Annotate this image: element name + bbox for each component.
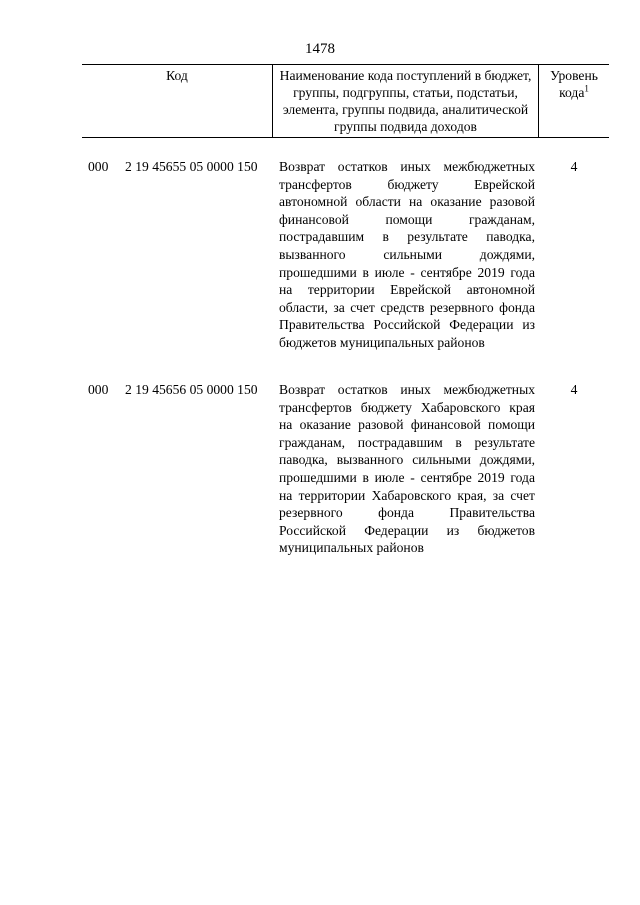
header-level [539,65,609,137]
row-level: 4 [570,382,578,397]
row-admin-code: 000 [88,382,109,397]
header-level-label: Уровень кода [550,68,598,100]
table-header [82,64,609,138]
row-level: 4 [570,159,578,174]
row-name: Возврат остатков иных межбюджетных трансфертов бюджету Еврейской автономной области на оказание разовой финансовой помощи гражданам, пострадавшим в результате паводка, вызванного сильными дождями, прошедшими в июле - сентябре 2019 года на территории Еврейской автономной области, за счет средств резервного фонда Правительства Российской Федерации из бюджетов муниципальных районов [279,159,535,350]
header-code: Код [82,65,273,137]
row-admin-code: 000 [88,159,109,174]
row-name: Возврат остатков иных межбюджетных трансфертов бюджету Хабаровского края на оказание разовой финансовой помощи гражданам, пострадавшим в результате паводка, вызванного сильными дождями, прошедшими в июле - сентябре 2019 года на территории Хабаровского края, за счет резервного фонда Правительства Российской Федерации из бюджетов муниципальных районов [279,382,535,556]
page-number: 1478 [305,41,335,57]
row-code: 2 19 45656 05 0000 150 [125,382,258,397]
row-code: 2 19 45655 05 0000 150 [125,159,258,174]
header-name: Наименование кода поступлений в бюджет, группы, подгруппы, статьи, подстатьи, элемента, группы подвида, аналитической группы подвида доходов [273,65,539,137]
header-level-footnote: 1 [584,83,589,94]
